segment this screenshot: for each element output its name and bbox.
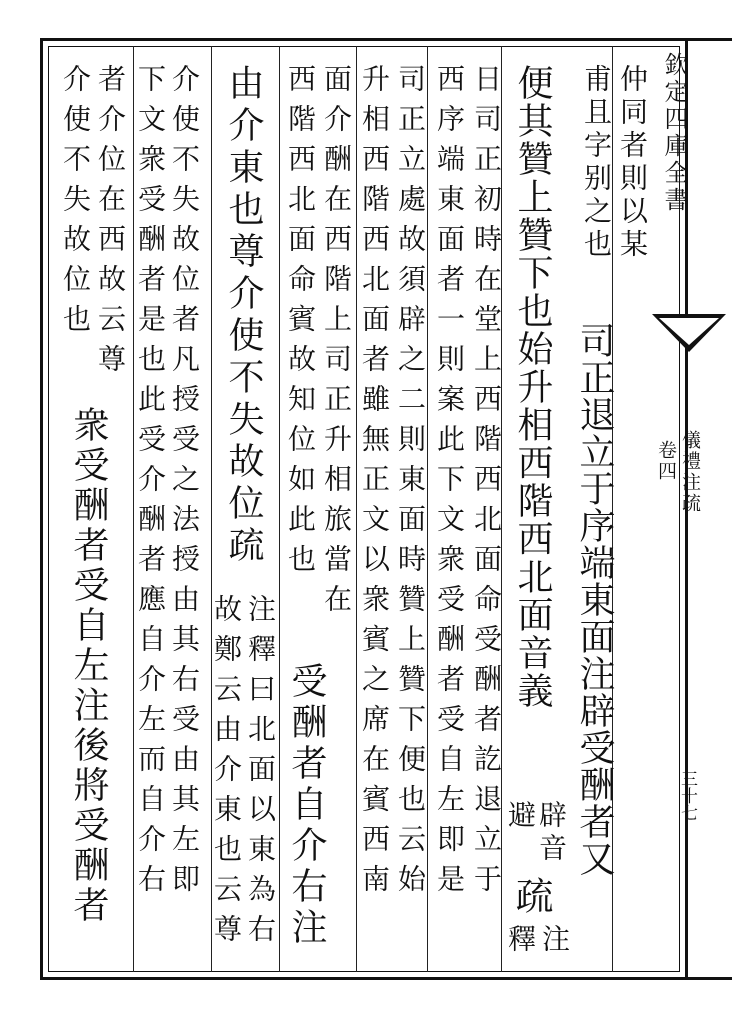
book-title: 儀禮注疏 bbox=[679, 430, 701, 514]
column-rule bbox=[427, 46, 428, 972]
text-line: 由介東也尊介使不失故位疏 bbox=[223, 64, 264, 568]
text-line: 注 bbox=[538, 924, 571, 957]
text-line: 仲同者則以某 bbox=[616, 64, 649, 262]
text-line: 衆受酬者受自左注後將受酬者 bbox=[68, 406, 109, 926]
volume-label: 卷四 bbox=[655, 440, 677, 482]
text-line: 釋 bbox=[504, 924, 537, 957]
text-line: 介使不失故位也 bbox=[59, 64, 92, 344]
column-rule bbox=[279, 46, 280, 972]
text-line: 者介位在西故云尊 bbox=[94, 64, 127, 384]
fish-tail-ornament-inner bbox=[659, 318, 719, 345]
text-line: 避 bbox=[504, 800, 537, 833]
text-line: 面介酬在西階上司正升相旅當在 bbox=[320, 64, 353, 624]
text-line: 司正退立于序端東面注辟受酬者又 bbox=[574, 322, 615, 877]
text-line: 受酬者自介右注 bbox=[286, 662, 327, 949]
text-line: 便其贊上贊下也始升相西階西北面音義 bbox=[512, 64, 553, 710]
text-line: 疏 bbox=[509, 876, 553, 918]
text-line: 注釋曰北面以東為右 bbox=[244, 594, 277, 954]
text-line: 辟音 bbox=[535, 800, 568, 866]
text-line: 介使不失故位者凡授受之法授由其右受由其左即 bbox=[168, 64, 201, 904]
text-line: 升相西階西北面者雖無正文以衆賓之席在賓西南 bbox=[358, 64, 391, 904]
text-line: 西序端東面者一則案此下文衆受酬者受自左即是 bbox=[433, 64, 466, 904]
text-line: 日司正初時在堂上西階西北面命受酬者訖退立于 bbox=[470, 64, 503, 904]
text-line: 故鄭云由介東也云尊 bbox=[210, 594, 243, 954]
text-line: 下文衆受酬者是也此受介酬者應自介左而自介右 bbox=[134, 64, 167, 904]
page-number: 三十七 bbox=[677, 770, 697, 821]
column-rule bbox=[356, 46, 357, 972]
text-line: 甫且字别之也 bbox=[580, 64, 613, 262]
edition-title: 欽定四庫全書 bbox=[660, 52, 688, 214]
text-line: 西階西北面命賓故知位如此也 bbox=[284, 64, 317, 584]
text-line: 司正立處故須辟之二則東面時贊上贊下便也云始 bbox=[394, 64, 427, 904]
